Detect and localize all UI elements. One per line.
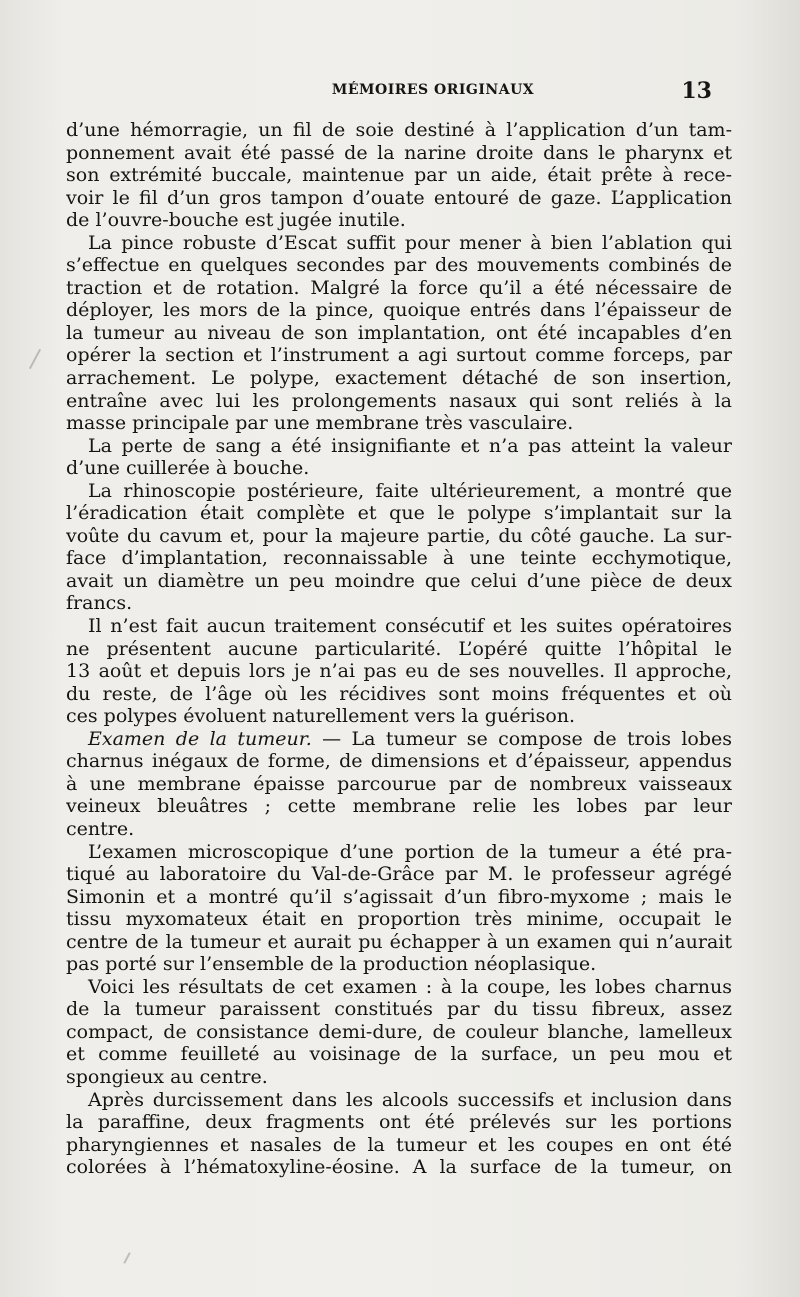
text-line: L’examen microscopique d’une portion de la tumeur a été pra- — [88, 840, 732, 863]
text-line: la paraffine, deux fragments ont été prélevés sur les portions — [66, 1111, 732, 1134]
scan-mark — [123, 1252, 130, 1264]
text-line: voir le fil d’un gros tampon d’ouate entouré de gaze. L’application — [66, 186, 732, 209]
text-line: tissu myxomateux était en proportion très minime, occupait le — [66, 908, 732, 931]
text-line: Après durcissement dans les alcools successifs et inclusion dans — [88, 1088, 732, 1111]
section-heading: Examen de la tumeur. — [88, 727, 312, 750]
text-line-with-heading — [66, 728, 732, 751]
text-line: déployer, les mors de la pince, quoique entrés dans l’épaisseur de — [66, 299, 732, 322]
page-header — [66, 80, 730, 104]
text-line: ces polypes évoluent naturellement vers la guérison. — [66, 705, 576, 728]
text-line: centre. — [66, 817, 135, 840]
text-line: 13 août et depuis lors je n’ai pas eu de ses nouvelles. Il approche, — [66, 660, 732, 683]
text-run: — La tumeur se compose de trois lobes — [322, 727, 732, 750]
text-line: face d’implantation, reconnaissable à une teinte ecchymotique, — [66, 547, 732, 570]
text-line: d’une hémorragie, un fil de soie destiné à l’application d’un tam- — [66, 119, 732, 141]
text-line: ponnement avait été passé de la narine droite dans le pharynx et — [66, 141, 732, 164]
text-line: pas porté sur l’ensemble de la production néoplasique. — [66, 953, 597, 976]
text-line: pharyngiennes et nasales de la tumeur et les coupes en ont été — [66, 1133, 732, 1156]
text-line: arrachement. Le polype, exactement détaché de son insertion, — [66, 367, 732, 390]
text-line: et comme feuilleté au voisinage de la surface, un peu mou et — [66, 1043, 732, 1066]
text-line: opérer la section et l’instrument a agi surtout comme forceps, par — [66, 344, 732, 367]
text-line: charnus inégaux de forme, de dimensions et d’épaisseur, appendus — [66, 750, 732, 773]
running-head: MÉMOIRES ORIGINAUX — [331, 82, 535, 98]
text-line: son extrémité buccale, maintenue par un aide, était prête à rece- — [66, 164, 732, 187]
scan-mark — [29, 349, 41, 369]
text-line: avait un diamètre un peu moindre que celui d’une pièce de deux — [66, 569, 732, 592]
text-line: traction et de rotation. Malgré la force qu’il a été nécessaire de — [66, 276, 732, 299]
text-line: Simonin et a montré qu’il s’agissait d’un fibro-myxome ; mais le — [66, 885, 732, 908]
text-line: entraîne avec lui les prolongements nasaux qui sont reliés à la — [66, 389, 732, 412]
text-line: veineux bleuâtres ; cette membrane relie les lobes par leur — [66, 795, 732, 818]
text-line: ne présentent aucune particularité. L’opéré quitte l’hôpital le — [66, 637, 732, 660]
page-number: 13 — [681, 78, 712, 104]
text-line: tiqué au laboratoire du Val-de-Grâce par M. le professeur agrégé — [66, 863, 732, 886]
text-line: du reste, de l’âge où les récidives sont moins fréquentes et où — [66, 682, 732, 705]
text-line: La perte de sang a été insignifiante et n’a pas atteint la valeur — [88, 434, 732, 457]
text-line: centre de la tumeur et aurait pu échapper à un examen qui n’aurait — [66, 930, 732, 953]
text-line: Voici les résultats de cet examen : à la coupe, les lobes charnus — [88, 975, 732, 998]
text-line: la tumeur au niveau de son implantation, ont été incapables d’en — [66, 321, 732, 344]
text-line: à une membrane épaisse parcourue par de nombreux vaisseaux — [66, 772, 732, 795]
body-text — [66, 119, 732, 1179]
text-line: l’éradication était complète et que le polype s’implantait sur la — [66, 502, 732, 525]
text-line: spongieux au centre. — [66, 1065, 268, 1088]
text-line: masse principale par une membrane très vasculaire. — [66, 412, 574, 435]
text-line: de l’ouvre-bouche est jugée inutile. — [66, 209, 406, 232]
text-line: s’effectue en quelques secondes par des mouvements combinés de — [66, 254, 732, 277]
text-line: compact, de consistance demi-dure, de couleur blanche, lamelleux — [66, 1020, 732, 1043]
text-line: La pince robuste d’Escat suffit pour mener à bien l’ablation qui — [88, 231, 732, 254]
text-line: francs. — [66, 592, 133, 615]
text-line: La rhinoscopie postérieure, faite ultérieurement, a montré que — [88, 479, 732, 502]
text-line: d’une cuillerée à bouche. — [66, 457, 310, 480]
text-line: Il n’est fait aucun traitement consécutif et les suites opératoires — [88, 615, 732, 638]
text-line: colorées à l’hématoxyline-éosine. A la surface de la tumeur, on — [66, 1156, 732, 1179]
text-line: voûte du cavum et, pour la majeure partie, du côté gauche. La sur- — [66, 524, 732, 547]
text-line: de la tumeur paraissent constitués par du tissu fibreux, assez — [66, 998, 732, 1021]
